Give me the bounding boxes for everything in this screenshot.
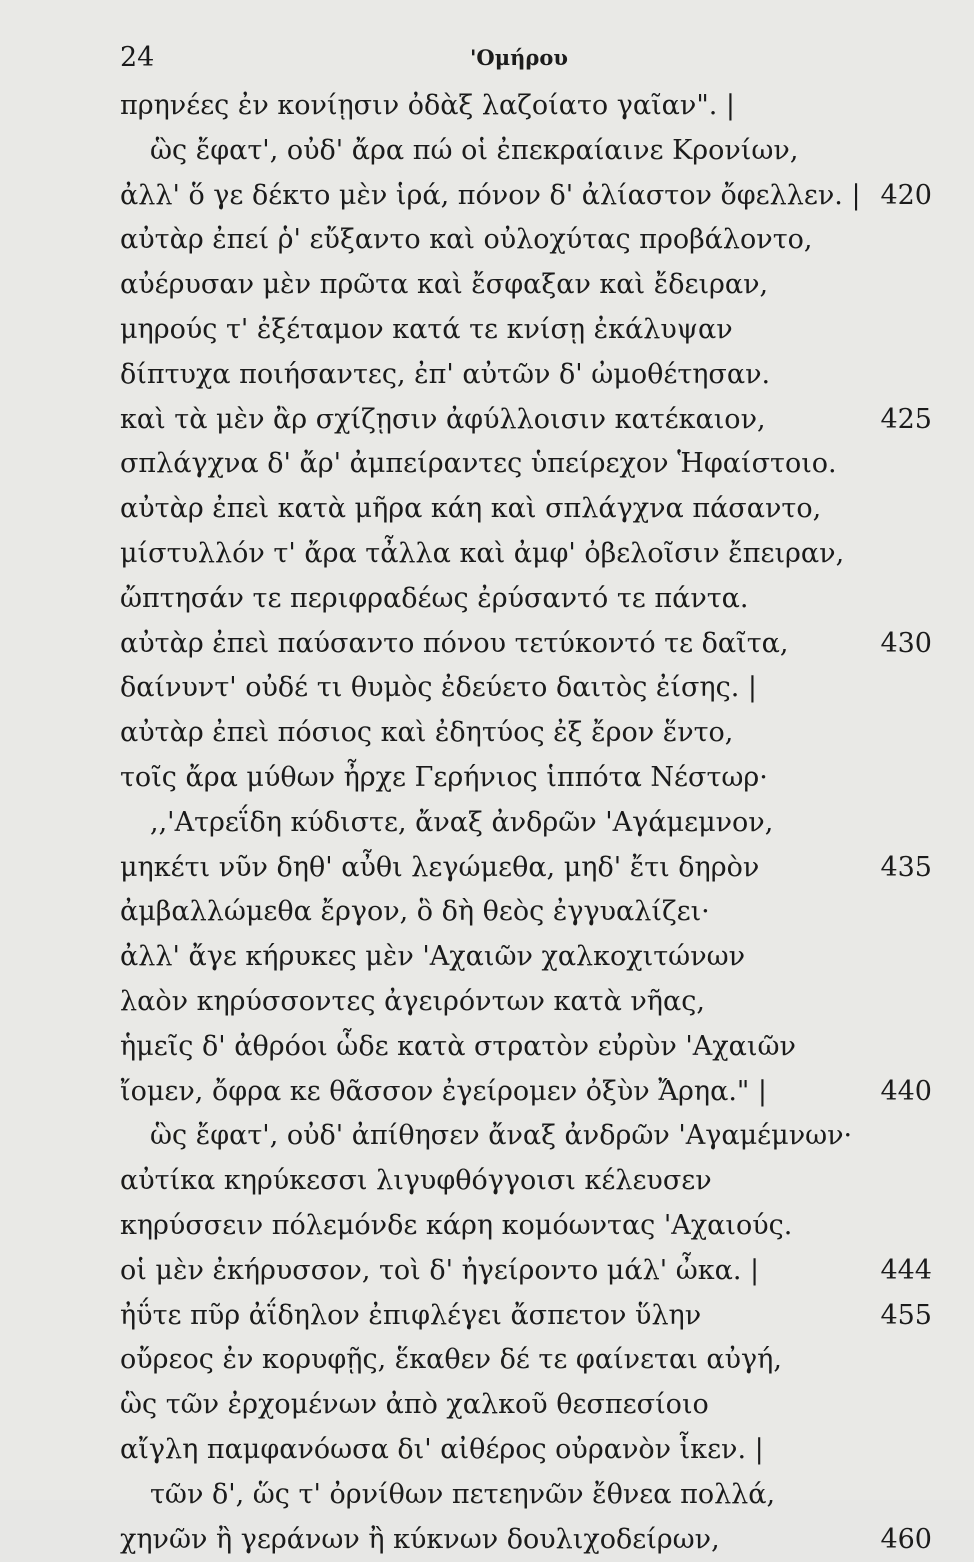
verse-text: ὣς ἔφατ', οὐδ' ἀπίθησεν ἄναξ ἀνδρῶν 'Αγαμέμνων· xyxy=(150,1114,852,1159)
verse-line xyxy=(0,890,974,935)
line-number: 430 xyxy=(880,622,932,667)
verse-line xyxy=(0,1114,974,1159)
verse-text: πρηνέες ἐν κονίῃσιν ὀδὰξ λαζοίατο γαῖαν". | xyxy=(120,84,735,129)
verse-line xyxy=(0,353,974,398)
verse-text: τῶν δ', ὥς τ' ὀρνίθων πετεηνῶν ἔθνεα πολλά, xyxy=(150,1473,775,1518)
verse-text: ἀλλ' ἄγε κήρυκες μὲν 'Αχαιῶν χαλκοχιτώνων xyxy=(120,935,745,980)
verse-text: ὣς ἔφατ', οὐδ' ἄρα πώ οἱ ἐπεκραίαινε Κρονίων, xyxy=(150,129,798,174)
verse-text: τοῖς ἄρα μύθων ἦρχε Γερήνιος ἱππότα Νέστωρ· xyxy=(120,756,768,801)
verse-line xyxy=(0,308,974,353)
verse-text: δίπτυχα ποιήσαντες, ἐπ' αὐτῶν δ' ὠμοθέτησαν. xyxy=(120,353,770,398)
verse-text: μίστυλλόν τ' ἄρα τἆλλα καὶ ἀμφ' ὀβελοῖσιν ἔπειραν, xyxy=(120,532,844,577)
verse-text: μηρούς τ' ἐξέταμον κατά τε κνίσῃ ἐκάλυψαν xyxy=(120,308,733,353)
verse-line xyxy=(0,1070,974,1115)
verse-text: αὐτὰρ ἐπεὶ κατὰ μῆρα κάη καὶ σπλάγχνα πάσαντο, xyxy=(120,487,821,532)
verse-line xyxy=(0,622,974,667)
verse-line xyxy=(0,129,974,174)
verse-line xyxy=(0,174,974,219)
verse-text: οἱ μὲν ἐκήρυσσον, τοὶ δ' ἠγείροντο μάλ' ὦκα. | xyxy=(120,1249,759,1294)
verse-line xyxy=(0,711,974,756)
verse-text: αὐτίκα κηρύκεσσι λιγυφθόγγοισι κέλευσεν xyxy=(120,1159,712,1204)
verse-block xyxy=(0,84,974,1562)
line-number: 420 xyxy=(880,174,932,219)
verse-text: μηκέτι νῦν δηθ' αὖθι λεγώμεθα, μηδ' ἔτι δηρὸν xyxy=(120,846,759,891)
verse-text: αἴγλη παμφανόωσα δι' αἰθέρος οὐρανὸν ἷκεν. | xyxy=(120,1428,764,1473)
verse-text: ὤπτησάν τε περιφραδέως ἐρύσαντό τε πάντα. xyxy=(120,577,749,622)
verse-text: ἡμεῖς δ' ἀθρόοι ὧδε κατὰ στρατὸν εὐρὺν 'Αχαιῶν xyxy=(120,1025,796,1070)
verse-text: αὐτὰρ ἐπεί ῥ' εὔξαντο καὶ οὐλοχύτας προβάλοντο, xyxy=(120,218,812,263)
verse-text: ἀλλ' ὅ γε δέκτο μὲν ἱρά, πόνον δ' ἀλίαστον ὄφελλεν. | xyxy=(120,174,861,219)
verse-text: ἀμβαλλώμεθα ἔργον, ὃ δὴ θεὸς ἐγγυαλίζει· xyxy=(120,890,710,935)
running-head: 'Ομήρου xyxy=(470,42,568,74)
line-number: 440 xyxy=(880,1070,932,1115)
verse-line xyxy=(0,1518,974,1562)
verse-line xyxy=(0,84,974,129)
verse-line xyxy=(0,1383,974,1428)
verse-line xyxy=(0,487,974,532)
verse-text: αὐτὰρ ἐπεὶ πόσιος καὶ ἐδητύος ἐξ ἔρον ἕντο, xyxy=(120,711,733,756)
verse-line xyxy=(0,263,974,308)
verse-text: καὶ τὰ μὲν ἂρ σχίζῃσιν ἀφύλλοισιν κατέκαιον, xyxy=(120,398,766,443)
line-number: 460 xyxy=(880,1518,932,1562)
verse-line xyxy=(0,980,974,1025)
page-number: 24 xyxy=(120,40,154,76)
verse-line xyxy=(0,1159,974,1204)
verse-line xyxy=(0,398,974,443)
verse-text: αὐέρυσαν μὲν πρῶτα καὶ ἔσφαξαν καὶ ἔδειραν, xyxy=(120,263,768,308)
verse-line xyxy=(0,1294,974,1339)
verse-text: ἴομεν, ὄφρα κε θᾶσσον ἐγείρομεν ὀξὺν Ἄρηα." | xyxy=(120,1070,767,1115)
verse-text: αὐτὰρ ἐπεὶ παύσαντο πόνου τετύκοντό τε δαῖτα, xyxy=(120,622,789,667)
verse-line xyxy=(0,577,974,622)
verse-line xyxy=(0,442,974,487)
line-number: 435 xyxy=(880,846,932,891)
verse-line xyxy=(0,218,974,263)
verse-line xyxy=(0,846,974,891)
verse-text: λαὸν κηρύσσοντες ἀγειρόντων κατὰ νῆας, xyxy=(120,980,705,1025)
verse-line xyxy=(0,1473,974,1518)
verse-line xyxy=(0,1338,974,1383)
verse-line xyxy=(0,1428,974,1473)
verse-line xyxy=(0,1025,974,1070)
line-number: 425 xyxy=(880,398,932,443)
verse-line xyxy=(0,666,974,711)
verse-text: ὣς τῶν ἐρχομένων ἀπὸ χαλκοῦ θεσπεσίοιο xyxy=(120,1383,709,1428)
line-number: 455 xyxy=(880,1294,932,1339)
line-number: 444 xyxy=(880,1249,932,1294)
verse-line xyxy=(0,532,974,577)
verse-text: κηρύσσειν πόλεμόνδε κάρη κομόωντας 'Αχαιούς. xyxy=(120,1204,792,1249)
verse-line xyxy=(0,935,974,980)
verse-text: δαίνυντ' οὐδέ τι θυμὸς ἐδεύετο δαιτὸς ἐίσης. | xyxy=(120,666,757,711)
verse-line xyxy=(0,756,974,801)
verse-line xyxy=(0,801,974,846)
verse-text: ἠΰτε πῦρ ἀΐδηλον ἐπιφλέγει ἄσπετον ὕλην xyxy=(120,1294,701,1339)
verse-text: χηνῶν ἢ γεράνων ἢ κύκνων δουλιχοδείρων, xyxy=(120,1518,720,1562)
verse-line xyxy=(0,1204,974,1249)
verse-text: ,,'Ατρεΐδη κύδιστε, ἄναξ ἀνδρῶν 'Αγάμεμνον, xyxy=(150,801,773,846)
verse-text: σπλάγχνα δ' ἄρ' ἀμπείραντες ὑπείρεχον Ἡφαίστοιο. xyxy=(120,442,837,487)
verse-text: οὔρεος ἐν κορυφῇς, ἕκαθεν δέ τε φαίνεται αὐγή, xyxy=(120,1338,782,1383)
verse-line xyxy=(0,1249,974,1294)
